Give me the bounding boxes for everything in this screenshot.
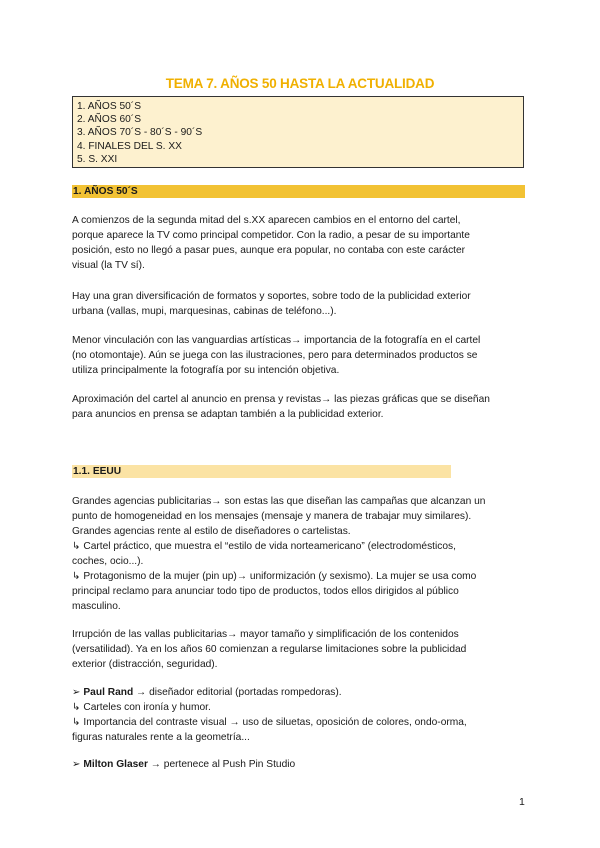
text-line: urbana (vallas, mupi, marquesinas, cabinas de teléfono...). <box>72 306 337 317</box>
text-line <box>72 685 528 700</box>
page-title: TEMA 7. AÑOS 50 HASTA LA ACTUALIDAD <box>165 76 435 91</box>
table-of-contents <box>72 96 524 168</box>
page-number: 1 <box>519 796 525 808</box>
text-line: utiliza principalmente la fotografía por su intención objetiva. <box>72 365 340 376</box>
text-line <box>72 757 528 772</box>
text-line: coches, ocio...). <box>72 556 144 567</box>
text-line: A comienzos de la segunda mitad del s.XX aparecen cambios en el entorno del cartel, <box>72 215 461 226</box>
text-line: (no otomontaje). Aún se juega con las ilustraciones, pero para determinados productos se <box>72 350 478 361</box>
text-line: para anuncios en prensa se adaptan también a la publicidad exterior. <box>72 409 384 420</box>
paragraph <box>72 333 528 378</box>
text-line: punto de homogeneidad en los mensajes (mensaje y manera de trabajar muy similares). <box>72 511 472 522</box>
paragraph <box>72 289 528 319</box>
toc-item: 3. AÑOS 70´S - 80´S - 90´S <box>77 127 203 139</box>
text-line: exterior (distracción, seguridad). <box>72 659 218 670</box>
designer-description: → pertenece al Push Pin Studio <box>147 759 296 770</box>
text-line: ↳ Importancia del contraste visual → uso de siluetas, oposición de colores, ondo-orma, <box>72 717 467 728</box>
paragraph <box>72 213 528 273</box>
text-line: posición, esto no llegó a pasar pues, aunque era popular, no contaba con este carácter <box>72 245 466 256</box>
text-line: ↳ Protagonismo de la mujer (pin up)→ uniformización (y sexismo). La mujer se usa como <box>72 571 477 582</box>
paragraph <box>72 627 528 672</box>
bullet-arrow-icon: ➢ <box>72 759 81 770</box>
text-line: figuras naturales rente a la geometría... <box>72 732 250 743</box>
text-line: principal reclamo para anunciar todo tipo de productos, todos ellos dirigidos al público <box>72 586 459 597</box>
section-heading-1: 1. AÑOS 50´S <box>72 185 525 198</box>
text-line: porque aparece la TV como principal competidor. Con la radio, a pesar de su importante <box>72 230 470 241</box>
text-line: ↳ Carteles con ironía y humor. <box>72 702 211 713</box>
paragraph <box>72 392 528 422</box>
designer-name: Paul Rand <box>83 687 134 698</box>
text-line: Hay una gran diversificación de formatos y soportes, sobre todo de la publicidad exterior <box>72 291 471 302</box>
bullet-arrow-icon: ➢ <box>72 687 81 698</box>
toc-item: 5. S. XXI <box>77 153 118 165</box>
text-line: ↳ Cartel práctico, que muestra el “estilo de vida norteamericano” (electrodomésticos, <box>72 541 456 552</box>
section-heading-1-1: 1.1. EEUU <box>72 465 451 478</box>
text-line: Aproximación del cartel al anuncio en prensa y revistas→ las piezas gráficas que se diseñan <box>72 394 490 405</box>
paragraph <box>72 494 528 614</box>
text-line: Menor vinculación con las vanguardias artísticas→ importancia de la fotografía en el cartel <box>72 335 481 346</box>
text-line: masculino. <box>72 601 121 612</box>
designer-name: Milton Glaser <box>83 759 148 770</box>
text-line: Irrupción de las vallas publicitarias→ mayor tamaño y simplificación de los contenidos <box>72 629 459 640</box>
toc-item: 1. AÑOS 50´S <box>77 101 141 112</box>
text-line: visual (la TV sí). <box>72 260 145 271</box>
text-line: (versatilidad). Ya en los años 60 comienzan a regularse limitaciones sobre la publicidad <box>72 644 467 655</box>
toc-item: 4. FINALES DEL S. XX <box>77 140 182 152</box>
toc-item: 2. AÑOS 60´S <box>77 114 141 126</box>
text-line: Grandes agencias publicitarias→ son estas las que diseñan las campañas que alcanzan un <box>72 496 486 507</box>
designer-description: → diseñador editorial (portadas rompedoras). <box>133 687 342 698</box>
paragraph-paul-rand <box>72 685 528 745</box>
paragraph-milton-glaser <box>72 757 528 772</box>
text-line: Grandes agencias rente al estilo de diseñadores o cartelistas. <box>72 526 351 537</box>
